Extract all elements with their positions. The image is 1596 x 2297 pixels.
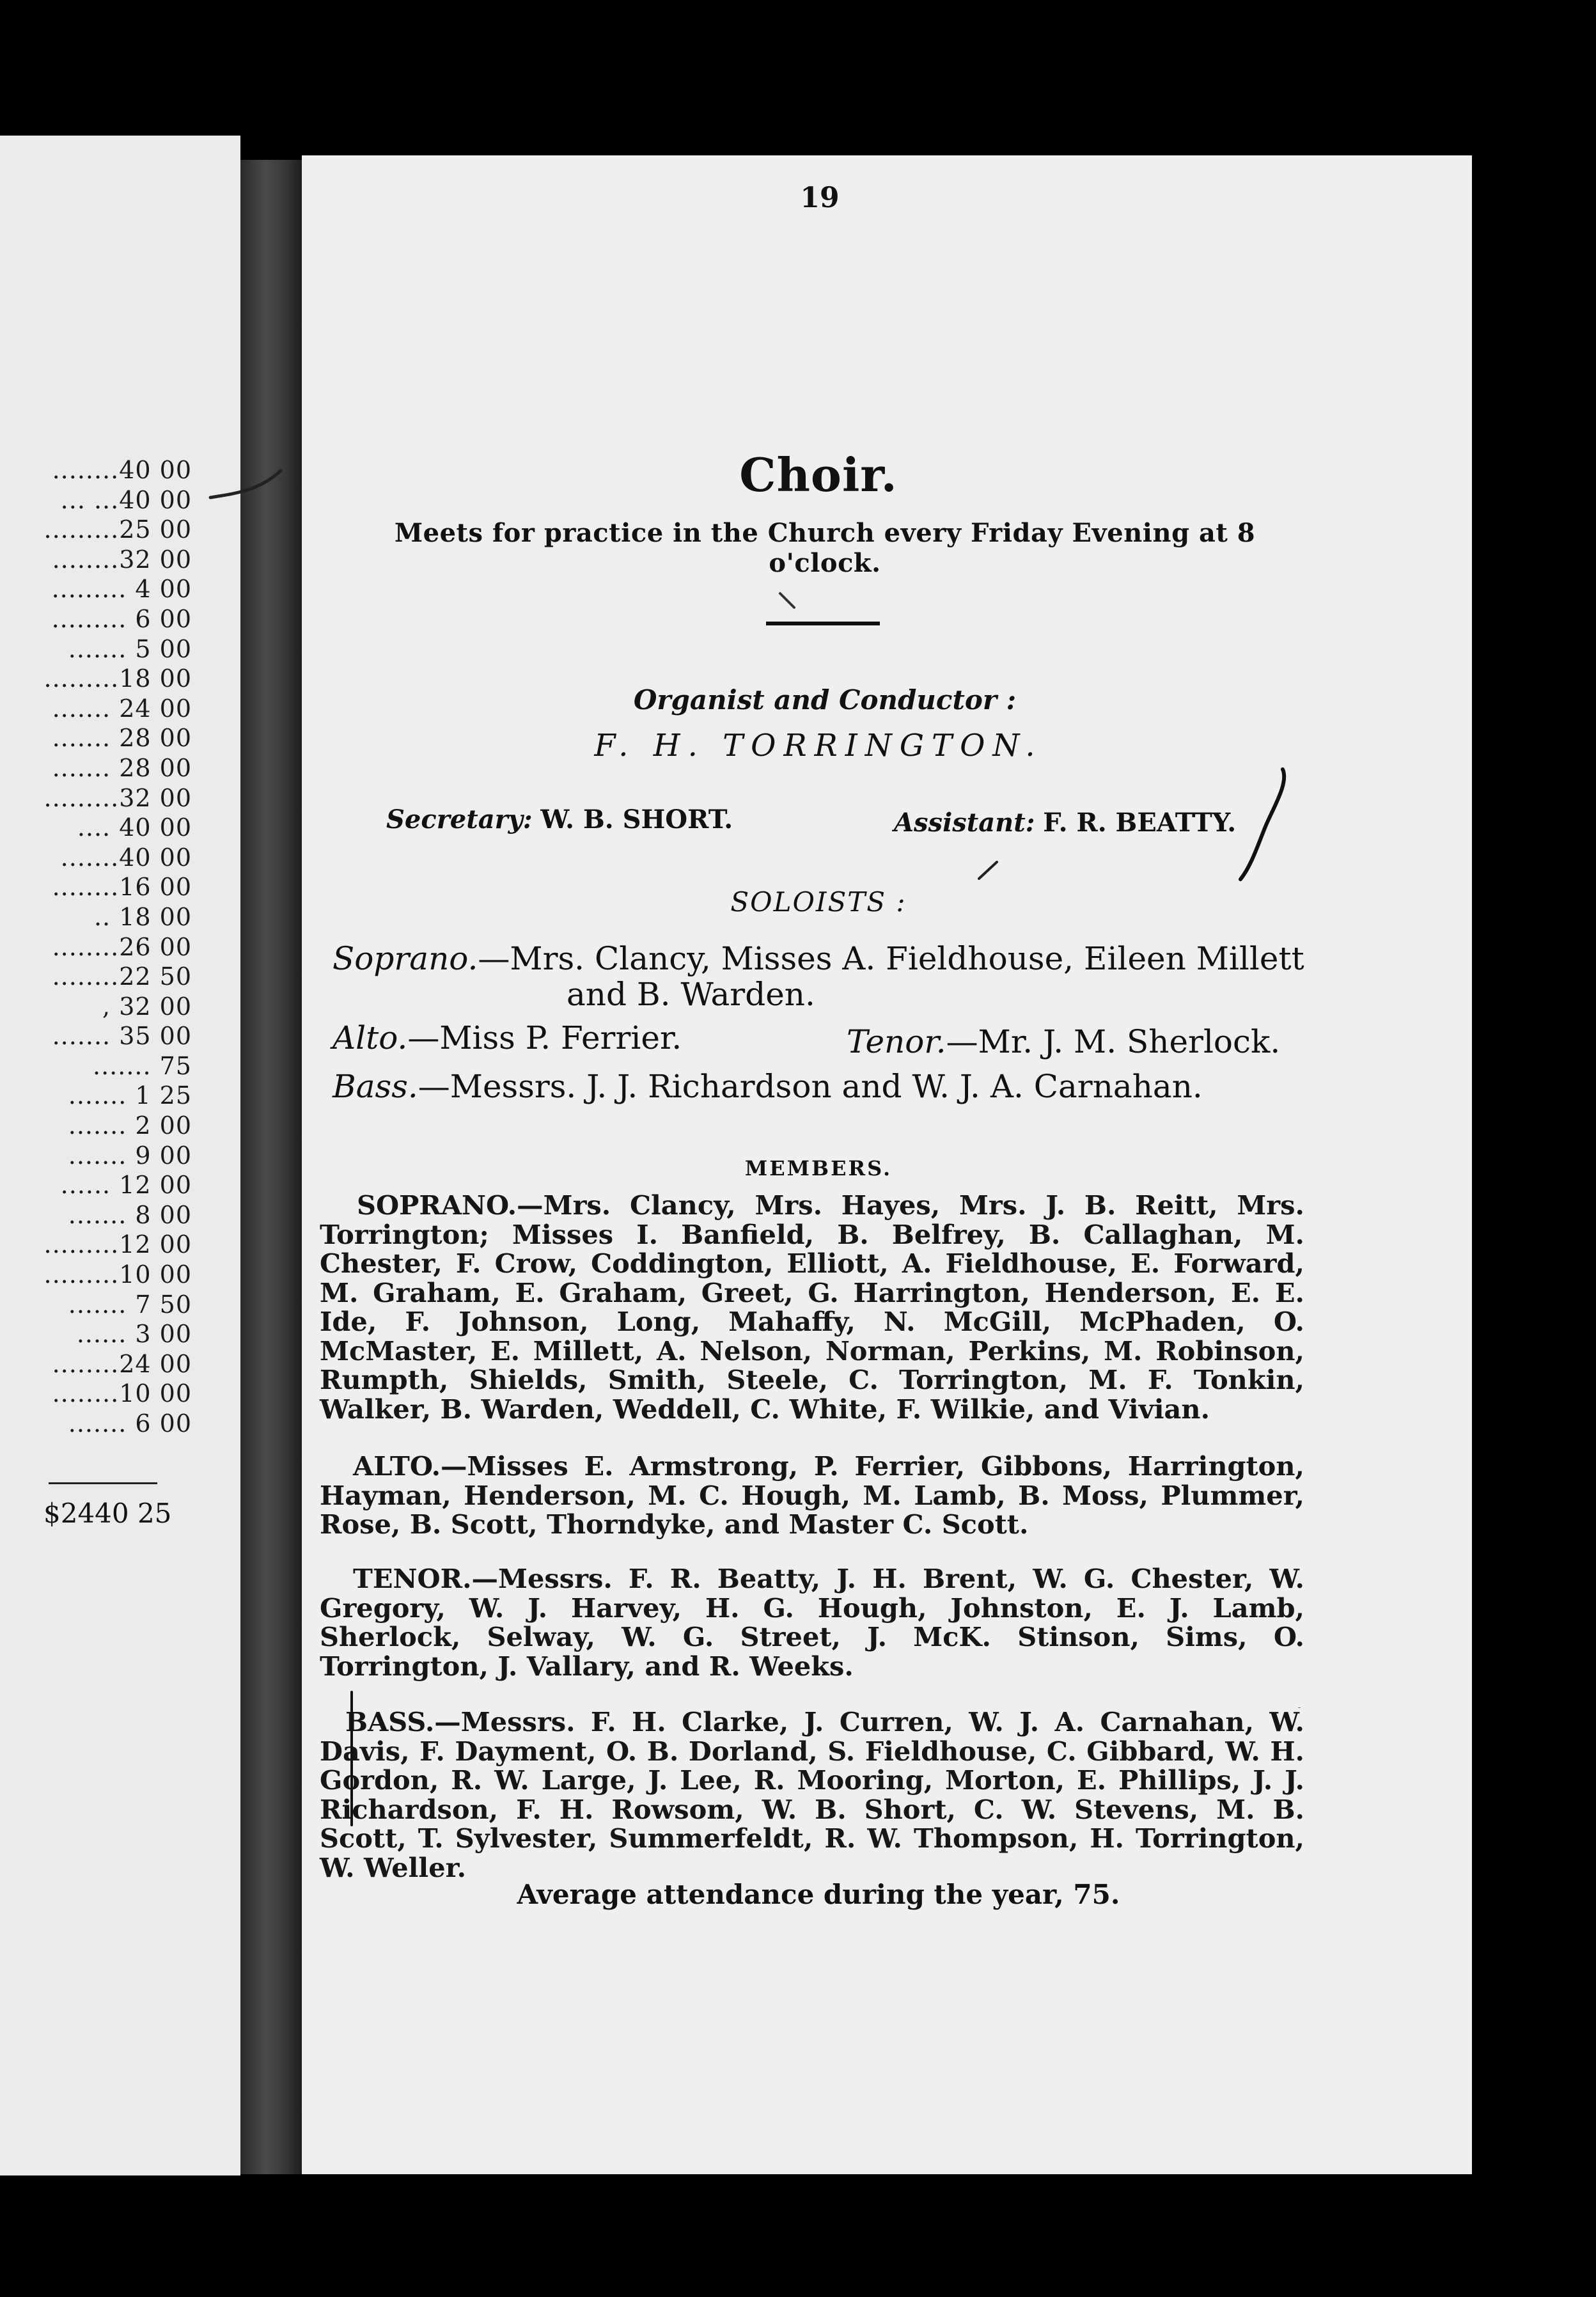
members-soprano-label: SOPRANO.: [357, 1189, 517, 1221]
ledger-amount-row: ....... 35 00: [52, 1022, 192, 1051]
ledger-amount-row: ....... 1 25: [68, 1081, 192, 1110]
pencil-arrow-mark: [208, 466, 285, 504]
soloist-soprano-text-2: and B. Warden.: [567, 976, 815, 1013]
average-attendance: Average attendance during the year, 75.: [517, 1879, 1120, 1910]
soloist-alto: [332, 1019, 682, 1056]
assistant-label: Assistant:: [894, 808, 1035, 838]
pencil-tick-mark: [975, 857, 1001, 882]
members-alto: [320, 1452, 1304, 1539]
page-title: Choir.: [739, 448, 898, 502]
left-facing-page: [0, 136, 240, 2175]
members-tenor: [320, 1564, 1304, 1681]
ledger-amount-row: ....... 7 50: [68, 1290, 192, 1319]
title-divider: [766, 622, 880, 625]
ledger-amount-row: .........25 00: [43, 515, 192, 544]
ledger-amount-row: ....... 24 00: [52, 694, 192, 723]
ledger-amount-row: ......... 4 00: [51, 575, 192, 604]
ledger-amount-row: ........32 00: [52, 545, 192, 574]
soloist-soprano: [332, 940, 1304, 977]
soloist-alto-label: Alto.: [332, 1019, 408, 1056]
ledger-column: [0, 455, 192, 1439]
secretary-name: W. B. SHORT.: [540, 804, 733, 835]
ledger-amount-row: , 32 00: [102, 992, 192, 1021]
ledger-amount-row: ........10 00: [52, 1379, 192, 1408]
members-alto-label: ALTO.: [353, 1450, 441, 1482]
soloist-soprano-text: —Mrs. Clancy, Misses A. Fieldhouse, Eileen Millett: [478, 940, 1304, 977]
ledger-amount-row: ....... 8 00: [68, 1200, 192, 1229]
soloist-soprano-label: Soprano.: [332, 940, 478, 977]
members-bass-label: BASS.: [345, 1706, 435, 1737]
members-alto-text: —Misses E. Armstrong, P. Ferrier, Gibbons, Harrington, Hayman, Henderson, M. C. Hough, M. Lamb, B. Moss, Plummer, Rose, B. Scott, Thorndyke, and Master C. Scott.: [320, 1450, 1304, 1540]
organist-name: F. H. TORRINGTON.: [594, 728, 1043, 764]
ledger-amount-row: ........26 00: [52, 932, 192, 961]
members-bass: [320, 1707, 1304, 1882]
soloist-tenor-text: —Mr. J. M. Sherlock.: [946, 1023, 1281, 1060]
page-subtitle: Meets for practice in the Church every Friday Evening at 8 o'clock.: [394, 518, 1256, 578]
book-gutter: [240, 160, 302, 2174]
ledger-amount-row: ........40 00: [52, 456, 192, 484]
ledger-amount-row: .. 18 00: [93, 902, 192, 931]
ledger-amount-row: ........24 00: [52, 1349, 192, 1378]
members-tenor-label: TENOR.: [353, 1563, 472, 1594]
ledger-amount-row: ......... 6 00: [51, 604, 192, 633]
ledger-amount-row: ........22 50: [52, 962, 192, 991]
ledger-amount-row: ....... 75: [93, 1051, 192, 1080]
organist-label: Organist and Conductor :: [633, 684, 1017, 716]
soloist-bass-text: —Messrs. J. J. Richardson and W. J. A. Carnahan.: [418, 1068, 1203, 1105]
pencil-bass-margin-line: [345, 1688, 358, 1829]
pencil-small-mark: [775, 588, 801, 614]
ledger-amount-row: ....... 6 00: [68, 1409, 192, 1438]
ledger-amount-row: .........18 00: [43, 664, 192, 693]
pencil-bracket-mark: [1228, 764, 1304, 886]
ledger-amount-row: ........16 00: [52, 873, 192, 902]
ledger-total: $2440 25: [43, 1498, 172, 1529]
ledger-total-rule: [49, 1482, 157, 1484]
ledger-amount-row: ....... 28 00: [52, 724, 192, 753]
ledger-amount-row: ... ...40 00: [60, 485, 192, 514]
secretary-label: Secretary:: [386, 804, 533, 835]
soloist-soprano-cont: [567, 976, 815, 1013]
soloist-bass: [332, 1068, 1203, 1105]
members-bass-text: —Messrs. F. H. Clarke, J. Curren, W. J. A. Carnahan, W. Davis, F. Dayment, O. B. Dorland, S. Fieldhouse, C. Gibbard, W. H. Gordon, R. W. Large, J. Lee, R. Mooring, Morton, E. Phillips, J. J. Richardson, F. H. Rowsom, W. B. Short, C. W. Stevens, M. B. Scott, T. Sylvester, Summerfeldt, R. W. Thompson, H. Torrington, W. Weller.: [320, 1706, 1304, 1883]
soloist-alto-text: —Miss P. Ferrier.: [407, 1019, 682, 1056]
soloists-heading: SOLOISTS :: [730, 886, 907, 918]
ledger-amount-row: .........10 00: [43, 1260, 192, 1289]
members-tenor-text: —Messrs. F. R. Beatty, J. H. Brent, W. G. Chester, W. Gregory, W. J. Harvey, H. G. Hough, Johnston, E. J. Lamb, Sherlock, Selway, W. G. Street, J. McK. Stinson, Sims, O. Torrington, J. Vallary, and R. Weeks.: [320, 1563, 1304, 1682]
ledger-amount-row: .... 40 00: [77, 813, 192, 842]
soloist-tenor: [847, 1023, 1280, 1060]
assistant-name: F. R. BEATTY.: [1043, 808, 1237, 838]
ledger-amount-row: ...... 3 00: [76, 1320, 192, 1349]
soloist-bass-label: Bass.: [332, 1068, 418, 1105]
ledger-amount-row: .........32 00: [43, 783, 192, 812]
members-heading: MEMBERS.: [744, 1156, 893, 1180]
ledger-amount-row: .........12 00: [43, 1230, 192, 1259]
ledger-amount-row: ....... 28 00: [52, 753, 192, 782]
soloist-tenor-label: Tenor.: [847, 1023, 946, 1060]
pencil-margin-line: [1298, 1707, 1317, 1848]
members-soprano: [320, 1191, 1304, 1423]
secretary-line: [386, 804, 733, 835]
ledger-amount-row: .......40 00: [60, 843, 192, 872]
ledger-amount-row: ....... 2 00: [68, 1111, 192, 1140]
ledger-amount-row: ....... 5 00: [68, 634, 192, 663]
page-number: 19: [800, 182, 840, 214]
assistant-line: [894, 808, 1236, 838]
members-soprano-text: —Mrs. Clancy, Mrs. Hayes, Mrs. J. B. Reitt, Mrs. Torrington; Misses I. Banfield, B. Belfrey, B. Callaghan, M. Chester, F. Crow, Coddington, Elliott, A. Fieldhouse, E. Forward, M. Graham, E. Graham, Greet, G. Harrington, Henderson, E. E. Ide, F. Johnson, Long, Mahaffy, N. McGill, McPhaden, O. McMaster, E. Millett, A. Nelson, Norman, Perkins, M. Robinson, Rumpth, Shields, Smith, Steele, C. Torrington, M. F. Tonkin, Walker, B. Warden, Weddell, C. White, F. Wilkie, and Vivian.: [320, 1189, 1304, 1425]
ledger-amount-row: ....... 9 00: [68, 1141, 192, 1170]
ledger-amount-row: ...... 12 00: [60, 1171, 192, 1200]
